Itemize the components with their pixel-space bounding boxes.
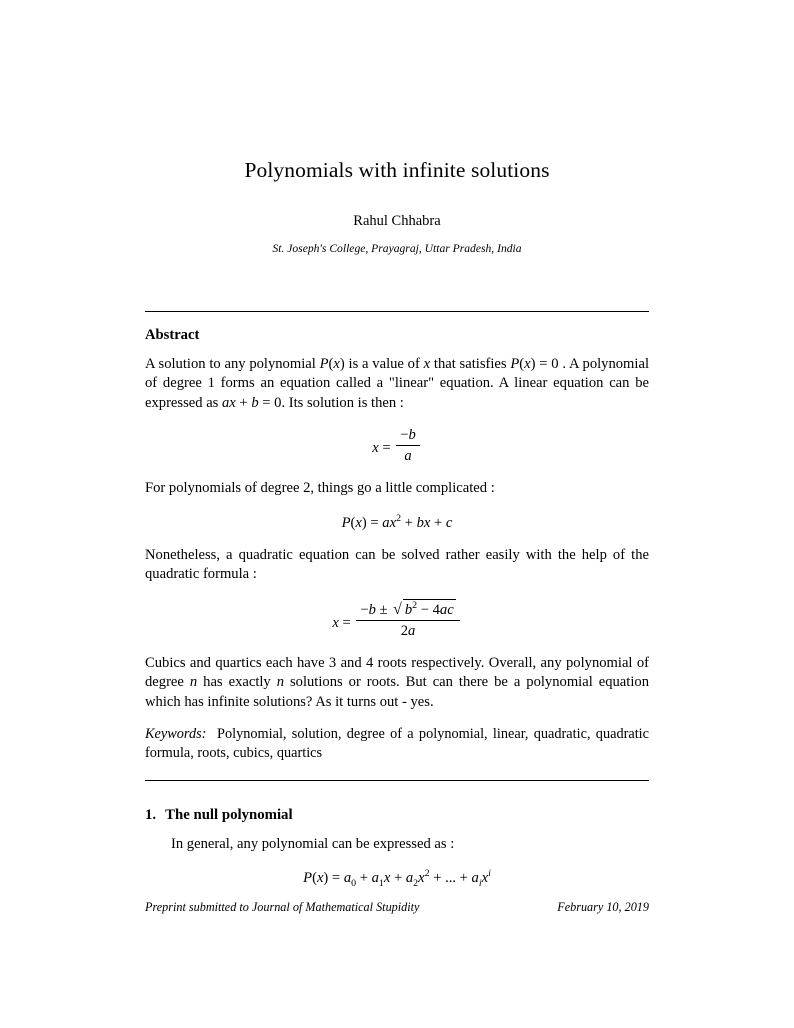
fraction-minus-b-over-a: $\frac{-b}{a}$: [396, 427, 420, 465]
abstract-text-fragment: that satisfies: [430, 355, 511, 372]
section-1-title: The null polynomial: [165, 807, 293, 824]
keywords-label: Keywords:: [145, 726, 207, 743]
abstract-text-fragment: . Its solution is then :: [281, 394, 404, 411]
abstract-paragraph-1: A solution to any polynomial P(x) is a value of x that satisfies P(x) = 0 . A polynomial of degree 1 forms an equation called a "linear" equation. A linear equation can be expressed as ax + b = 0. Its solution is then :: [145, 355, 649, 411]
section-1-number: 1.: [145, 807, 157, 824]
display-equation-4: $P(x) = a_0 + a_1x + a_2x^2$ + ... + $a_ix^i$: [303, 868, 491, 890]
display-equation-3: x = $\frac{-b \pm √ b^2 - 4ac}{2a}$: [145, 599, 649, 640]
math-inline-px-zero: P(x) = 0: [510, 355, 559, 372]
abstract-heading: Abstract: [145, 326, 200, 343]
display-equation-2: $P(x) = ax^2$ + bx + c: [341, 512, 453, 531]
abstract-paragraph-4: [145, 654, 649, 712]
footer-left-text: Preprint submitted to Journal of Mathematical Stupidity: [145, 900, 420, 914]
math-inline-px: P: [319, 355, 329, 372]
math-inline-x: x: [423, 355, 431, 372]
display-equation-1: x = $\frac{-b}{a}$: [145, 427, 649, 465]
author-name: Rahul Chhabra: [353, 212, 441, 229]
document-content: [145, 0, 649, 903]
abstract-paragraph-2: For polynomials of degree 2, things go a little complicated :: [145, 480, 495, 497]
author-affiliation: St. Joseph's College, Prayagraj, Uttar Pradesh, India: [272, 241, 522, 255]
abstract-text-fragment: is a value of: [344, 355, 424, 372]
abstract-text-fragment: solutions or roots. But can there be a polynomial equation which has infinite solutions? As it turns out - yes.: [145, 674, 649, 710]
keywords-list: Polynomial, solution, degree of a polynomial, linear, quadratic, quadratic formula, roots, cubics, quartics: [145, 726, 649, 762]
page-footer: [145, 900, 649, 915]
math-inline-n: n: [189, 674, 198, 691]
abstract-top-rule: [145, 311, 649, 312]
abstract-text-fragment: . A polynomial of degree 1 forms an equation called a "linear" equation. A linear equation can be expressed as: [145, 355, 649, 411]
abstract-paragraph-3: Nonetheless, a quadratic equation can be solved rather easily with the help of the quadratic formula :: [145, 546, 649, 583]
abstract-text-fragment: A solution to any polynomial: [145, 355, 320, 372]
page-title: Polynomials with infinite solutions: [244, 158, 550, 182]
section-1-heading: [145, 807, 649, 824]
quadratic-formula-fraction: $\frac{-b \pm √ b^2 - 4ac}{2a}$: [356, 599, 459, 640]
footer-date: February 10, 2019: [557, 900, 649, 914]
section-1-paragraph-1: In general, any polynomial can be expressed as :: [171, 836, 455, 853]
abstract-text-fragment: has exactly: [197, 674, 277, 691]
abstract-bottom-rule: [145, 780, 649, 781]
keywords-block: [145, 725, 649, 763]
math-inline-n2: n: [276, 674, 284, 691]
math-inline-linear: ax + b = 0: [222, 394, 282, 411]
abstract-text-fragment: Cubics and quartics each have 3 and 4 roots respectively. Overall, any polynomial of degree: [145, 654, 649, 691]
